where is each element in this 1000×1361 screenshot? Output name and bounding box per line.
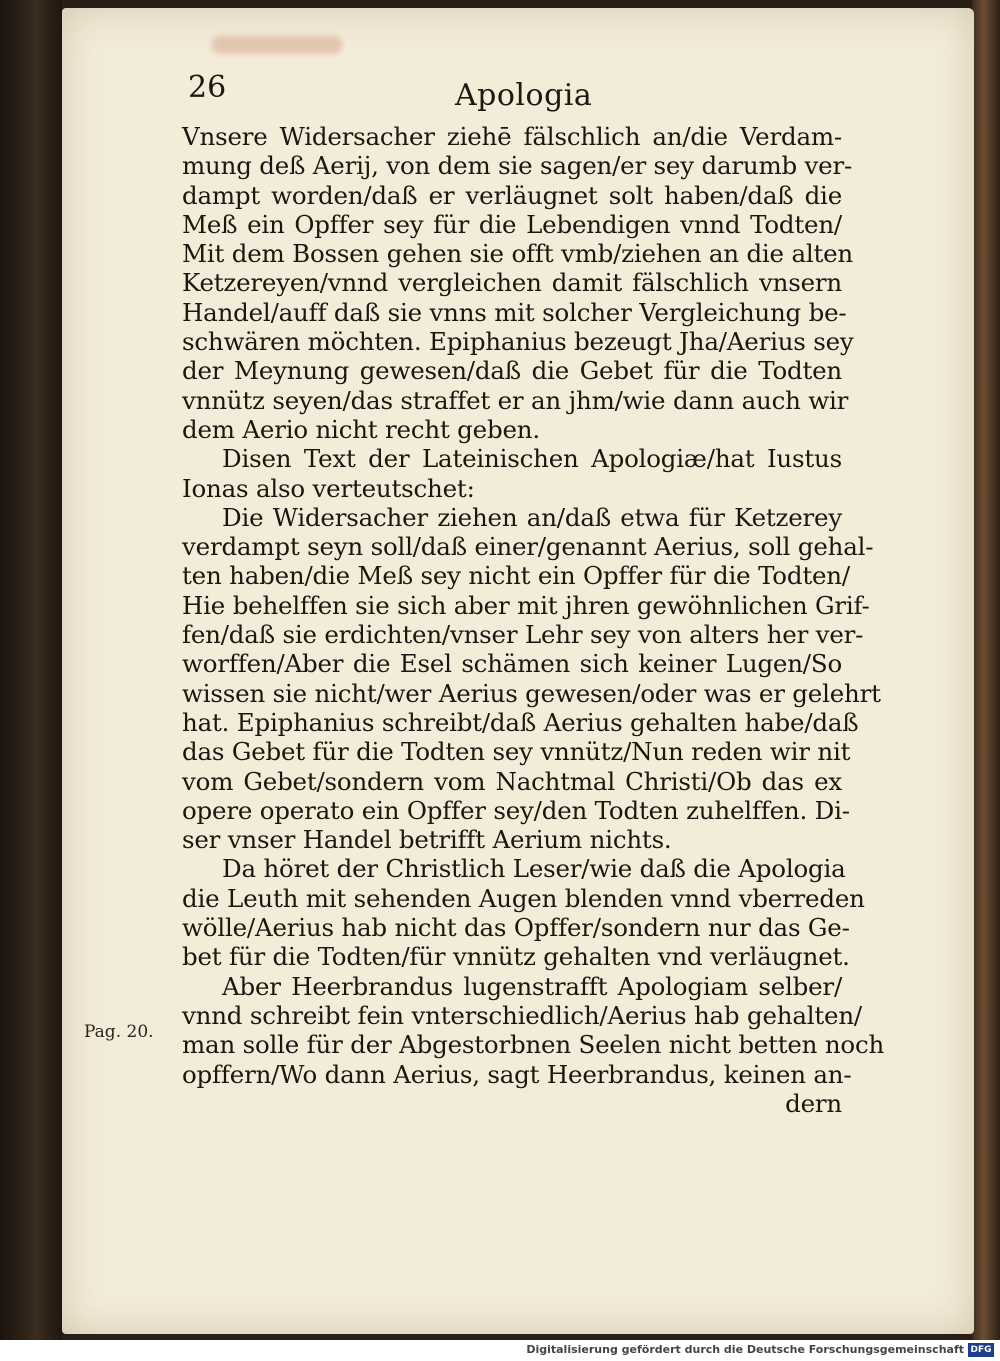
paragraph [182,122,854,444]
text-line: Aber Heerbrandus lugenstrafft Apologiam selber/ [222,971,842,1001]
running-head: Apologia [455,78,593,113]
text-line: der Meynung gewesen/daß die Gebet für die Todten [182,356,842,386]
text-line: Handel/auff daß sie vnns mit solcher Vergleichung be- [182,297,847,327]
paragraph [182,502,881,855]
paragraph [182,444,842,503]
catchword: dern [785,1088,842,1118]
text-line: vnnd schreibt fein vnterschiedlich/Aerius hab gehalten/ [182,1000,862,1030]
text-line: worffen/Aber die Esel schämen sich keiner Lugen/So [182,649,842,679]
paragraph [182,971,885,1089]
text-line: vom Gebet/sondern vom Nachtmal Christi/Ob das ex [182,766,842,796]
text-line: verdampt seyn soll/daß einer/genannt Aerius, soll gehal- [182,532,874,562]
text-line: Vnsere Widersacher ziehē fälschlich an/die Verdam- [182,122,842,151]
text-line: vnnütz seyen/das straffet er an jhm/wie dann auch wir [182,385,849,415]
text-line: Hie behelffen sie sich aber mit jhren gewöhnlichen Grif- [182,590,870,620]
text-line: hat. Epiphanius schreibt/daß Aerius gehalten habe/daß [182,707,859,737]
text-line: Ionas also verteutschet: [182,473,475,503]
text-line: fen/daß sie erdichten/vnser Lehr sey von alters her ver- [182,620,864,650]
book-gutter-left [0,0,62,1340]
text-line: ten haben/die Meß sey nicht ein Opffer für die Todten/ [182,561,850,591]
page-stain [212,36,342,54]
text-line: bet für die Todten/für vnnütz gehalten vnd verläugnet. [182,942,850,972]
text-line: Die Widersacher ziehen an/daß etwa für Ketzerey [222,502,842,532]
page-number: 26 [188,70,227,105]
text-line: schwären möchten. Epiphanius bezeugt Jha/Aerius sey [182,327,854,357]
text-line: Mit dem Bossen gehen sie offt vmb/ziehen an die alten [182,239,854,269]
text-line: wölle/Aerius hab nicht das Opffer/sondern nur das Ge- [182,913,850,943]
text-line: Disen Text der Lateinischen Apologiæ/hat Iustus [222,444,842,474]
text-line: opere operato ein Opffer sey/den Todten zuhelffen. Di- [182,795,850,825]
text-line: die Leuth mit sehenden Augen blenden vnnd vberreden [182,883,865,913]
text-line: wissen sie nicht/wer Aerius gewesen/oder was er gelehrt [182,678,881,708]
text-line: man solle für der Abgestorbnen Seelen nicht betten noch [182,1030,885,1060]
text-line: dem Aerio nicht recht geben. [182,414,540,444]
text-line: opffern/Wo dann Aerius, sagt Heerbrandus, keinen an- [182,1059,852,1089]
text-line: Da höret der Christlich Leser/wie daß die Apologia [222,854,846,884]
body-text [182,122,885,1118]
paragraph [182,854,865,972]
margin-note: Pag. 20. [84,1022,154,1042]
text-line: mung deß Aerij, von dem sie sagen/er sey darumb ver- [182,151,853,181]
text-line: das Gebet für die Todten sey vnnütz/Nun reden wir nit [182,737,851,767]
footer-credit: Digitalisierung gefördert durch die Deutsche Forschungsgemeinschaft [526,1343,964,1356]
text-line: Meß ein Opffer sey für die Lebendigen vnnd Todten/ [182,209,842,239]
text-line: ser vnser Handel betrifft Aerium nichts. [182,825,672,855]
text-line: Ketzereyen/vnnd vergleichen damit fälschlich vnsern [182,268,842,298]
text-line: dampt worden/daß er verläugnet solt haben/daß die [182,180,842,210]
book-edge-right [972,0,1000,1340]
footer-bar [0,1340,1000,1361]
dfg-logo: DFG [968,1343,994,1357]
